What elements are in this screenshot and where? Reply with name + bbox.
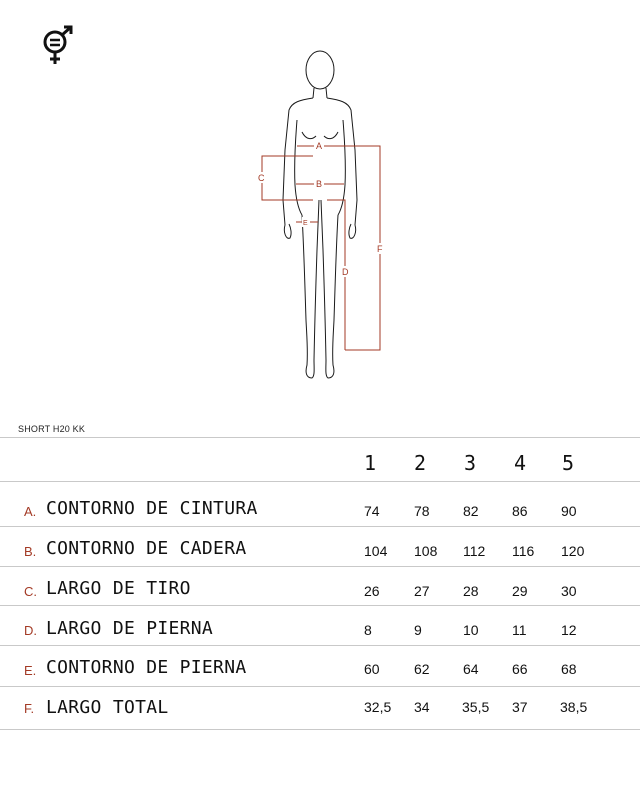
table-cell: 8 xyxy=(364,622,372,638)
row-label: LARGO DE TIRO xyxy=(46,578,191,599)
table-cell: 37 xyxy=(512,699,528,715)
marker-e-label: E xyxy=(303,220,308,227)
divider xyxy=(0,481,640,482)
divider xyxy=(0,729,640,730)
table-cell: 62 xyxy=(414,661,430,677)
marker-f-label: F xyxy=(377,244,383,254)
marker-f-bracket xyxy=(343,146,380,350)
table-cell: 68 xyxy=(561,661,577,677)
divider xyxy=(0,437,640,438)
size-header-1: 1 xyxy=(364,451,377,475)
table-cell: 32,5 xyxy=(364,699,392,715)
table-cell: 29 xyxy=(512,583,528,599)
body-silhouette xyxy=(283,51,357,378)
table-cell: 9 xyxy=(414,622,422,638)
table-cell: 26 xyxy=(364,583,380,599)
table-cell: 34 xyxy=(414,699,430,715)
divider xyxy=(0,605,640,606)
table-cell: 116 xyxy=(512,543,535,559)
table-cell: 74 xyxy=(364,503,380,519)
product-code: SHORT H20 KK xyxy=(18,424,86,434)
row-letter: F. xyxy=(24,701,35,716)
row-letter: D. xyxy=(24,623,37,638)
table-cell: 86 xyxy=(512,503,528,519)
size-header-3: 3 xyxy=(464,451,477,475)
divider xyxy=(0,645,640,646)
table-cell: 64 xyxy=(463,661,479,677)
table-cell: 28 xyxy=(463,583,479,599)
table-cell: 78 xyxy=(414,503,430,519)
table-cell: 38,5 xyxy=(560,699,588,715)
marker-b-label: B xyxy=(316,179,323,189)
size-header-2: 2 xyxy=(414,451,427,475)
table-cell: 27 xyxy=(414,583,430,599)
divider xyxy=(0,526,640,527)
marker-a-label: A xyxy=(316,141,323,151)
table-cell: 66 xyxy=(512,661,528,677)
table-cell: 30 xyxy=(561,583,577,599)
marker-d-label: D xyxy=(342,267,349,277)
table-cell: 12 xyxy=(561,622,577,638)
marker-c-label: C xyxy=(258,173,265,183)
row-label: LARGO TOTAL xyxy=(46,697,169,718)
row-letter: B. xyxy=(24,544,37,559)
row-letter: C. xyxy=(24,584,37,599)
row-label: LARGO DE PIERNA xyxy=(46,618,214,639)
row-letter: E. xyxy=(24,663,37,678)
row-letter: A. xyxy=(24,504,37,519)
row-label: CONTORNO DE PIERNA xyxy=(46,657,247,678)
body-figure-diagram xyxy=(250,40,400,390)
table-cell: 60 xyxy=(364,661,380,677)
measurement-markers xyxy=(262,146,380,350)
divider xyxy=(0,566,640,567)
table-cell: 104 xyxy=(364,543,388,559)
divider xyxy=(0,686,640,687)
table-cell: 82 xyxy=(463,503,479,519)
table-cell: 35,5 xyxy=(462,699,490,715)
table-cell: 90 xyxy=(561,503,577,519)
row-label: CONTORNO DE CADERA xyxy=(46,538,247,559)
table-cell: 112 xyxy=(463,543,486,559)
size-header-5: 5 xyxy=(562,451,575,475)
size-header-4: 4 xyxy=(514,451,527,475)
table-cell: 108 xyxy=(414,543,438,559)
marker-c-bracket xyxy=(262,156,313,200)
table-cell: 11 xyxy=(512,622,527,638)
table-cell: 120 xyxy=(561,543,585,559)
table-cell: 10 xyxy=(463,622,479,638)
unisex-gender-icon xyxy=(40,24,76,68)
row-label: CONTORNO DE CINTURA xyxy=(46,498,258,519)
